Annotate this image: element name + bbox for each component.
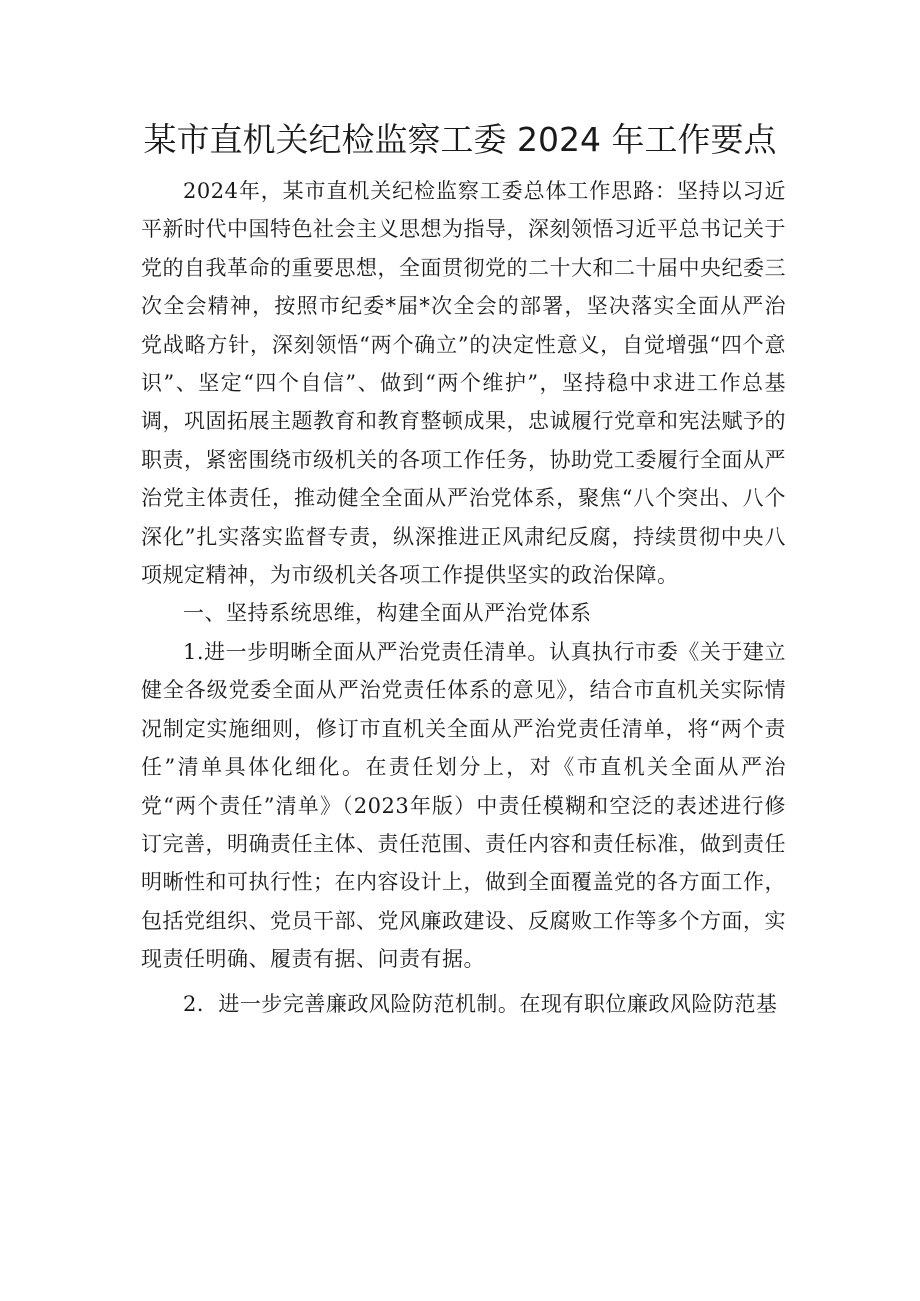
intro-paragraph: 2024年，某市直机关纪检监察工委总体工作思路：坚持以习近平新时代中国特色社会主义思想为指导，深刻领悟习近平总书记关于党的自我革命的重要思想，全面贯彻党的二十大和二十届中央纪委三次全会精神，按照市纪委*届*次全会的部署，坚决落实全面从严治党战略方针，深刻领悟“两个确立”的决定性意义，自觉增强“四个意识”、坚定“四个自信”、做到“两个维护”，坚持稳中求进工作总基调，巩固拓展主题教育和教育整顿成果，忠诚履行党章和宪法赋予的职责，紧密围绕市级机关的各项工作任务，协助党工委履行全面从严治党主体责任，推动健全全面从严治党体系，聚焦“八个突出、八个深化”扎实落实监督专责，纵深推进正风肃纪反腐，持续贯彻中央八项规定精神，为市级机关各项工作提供坚实的政治保障。 <box>141 179 786 588</box>
document-title: 某市直机关纪检监察工委 2024 年工作要点 <box>143 120 777 159</box>
section-heading: 一、坚持系统思维，构建全面从严治党体系 <box>183 601 592 626</box>
document-body <box>141 172 786 1023</box>
list-item-2: 2．进一步完善廉政风险防范机制。在现有职位廉政风险防范基 <box>183 991 778 1016</box>
list-item-1: 1.进一步明晰全面从严治党责任清单。认真执行市委《关于建立健全各级党委全面从严治党责任体系的意见》，结合市直机关实际情况制定实施细则，修订市直机关全面从严治党责任清单，将“两个责任”清单具体化细化。在责任划分上，对《市直机关全面从严治党“两个责任”清单》（2023年版）中责任模糊和空泛的表述进行修订完善，明确责任主体、责任范围、责任内容和责任标准，做到责任明晰性和可执行性；在内容设计上，做到全面覆盖党的各方面工作，包括党组织、党员干部、党风廉政建设、反腐败工作等多个方面，实现责任明确、履责有据、问责有据。 <box>141 639 786 972</box>
